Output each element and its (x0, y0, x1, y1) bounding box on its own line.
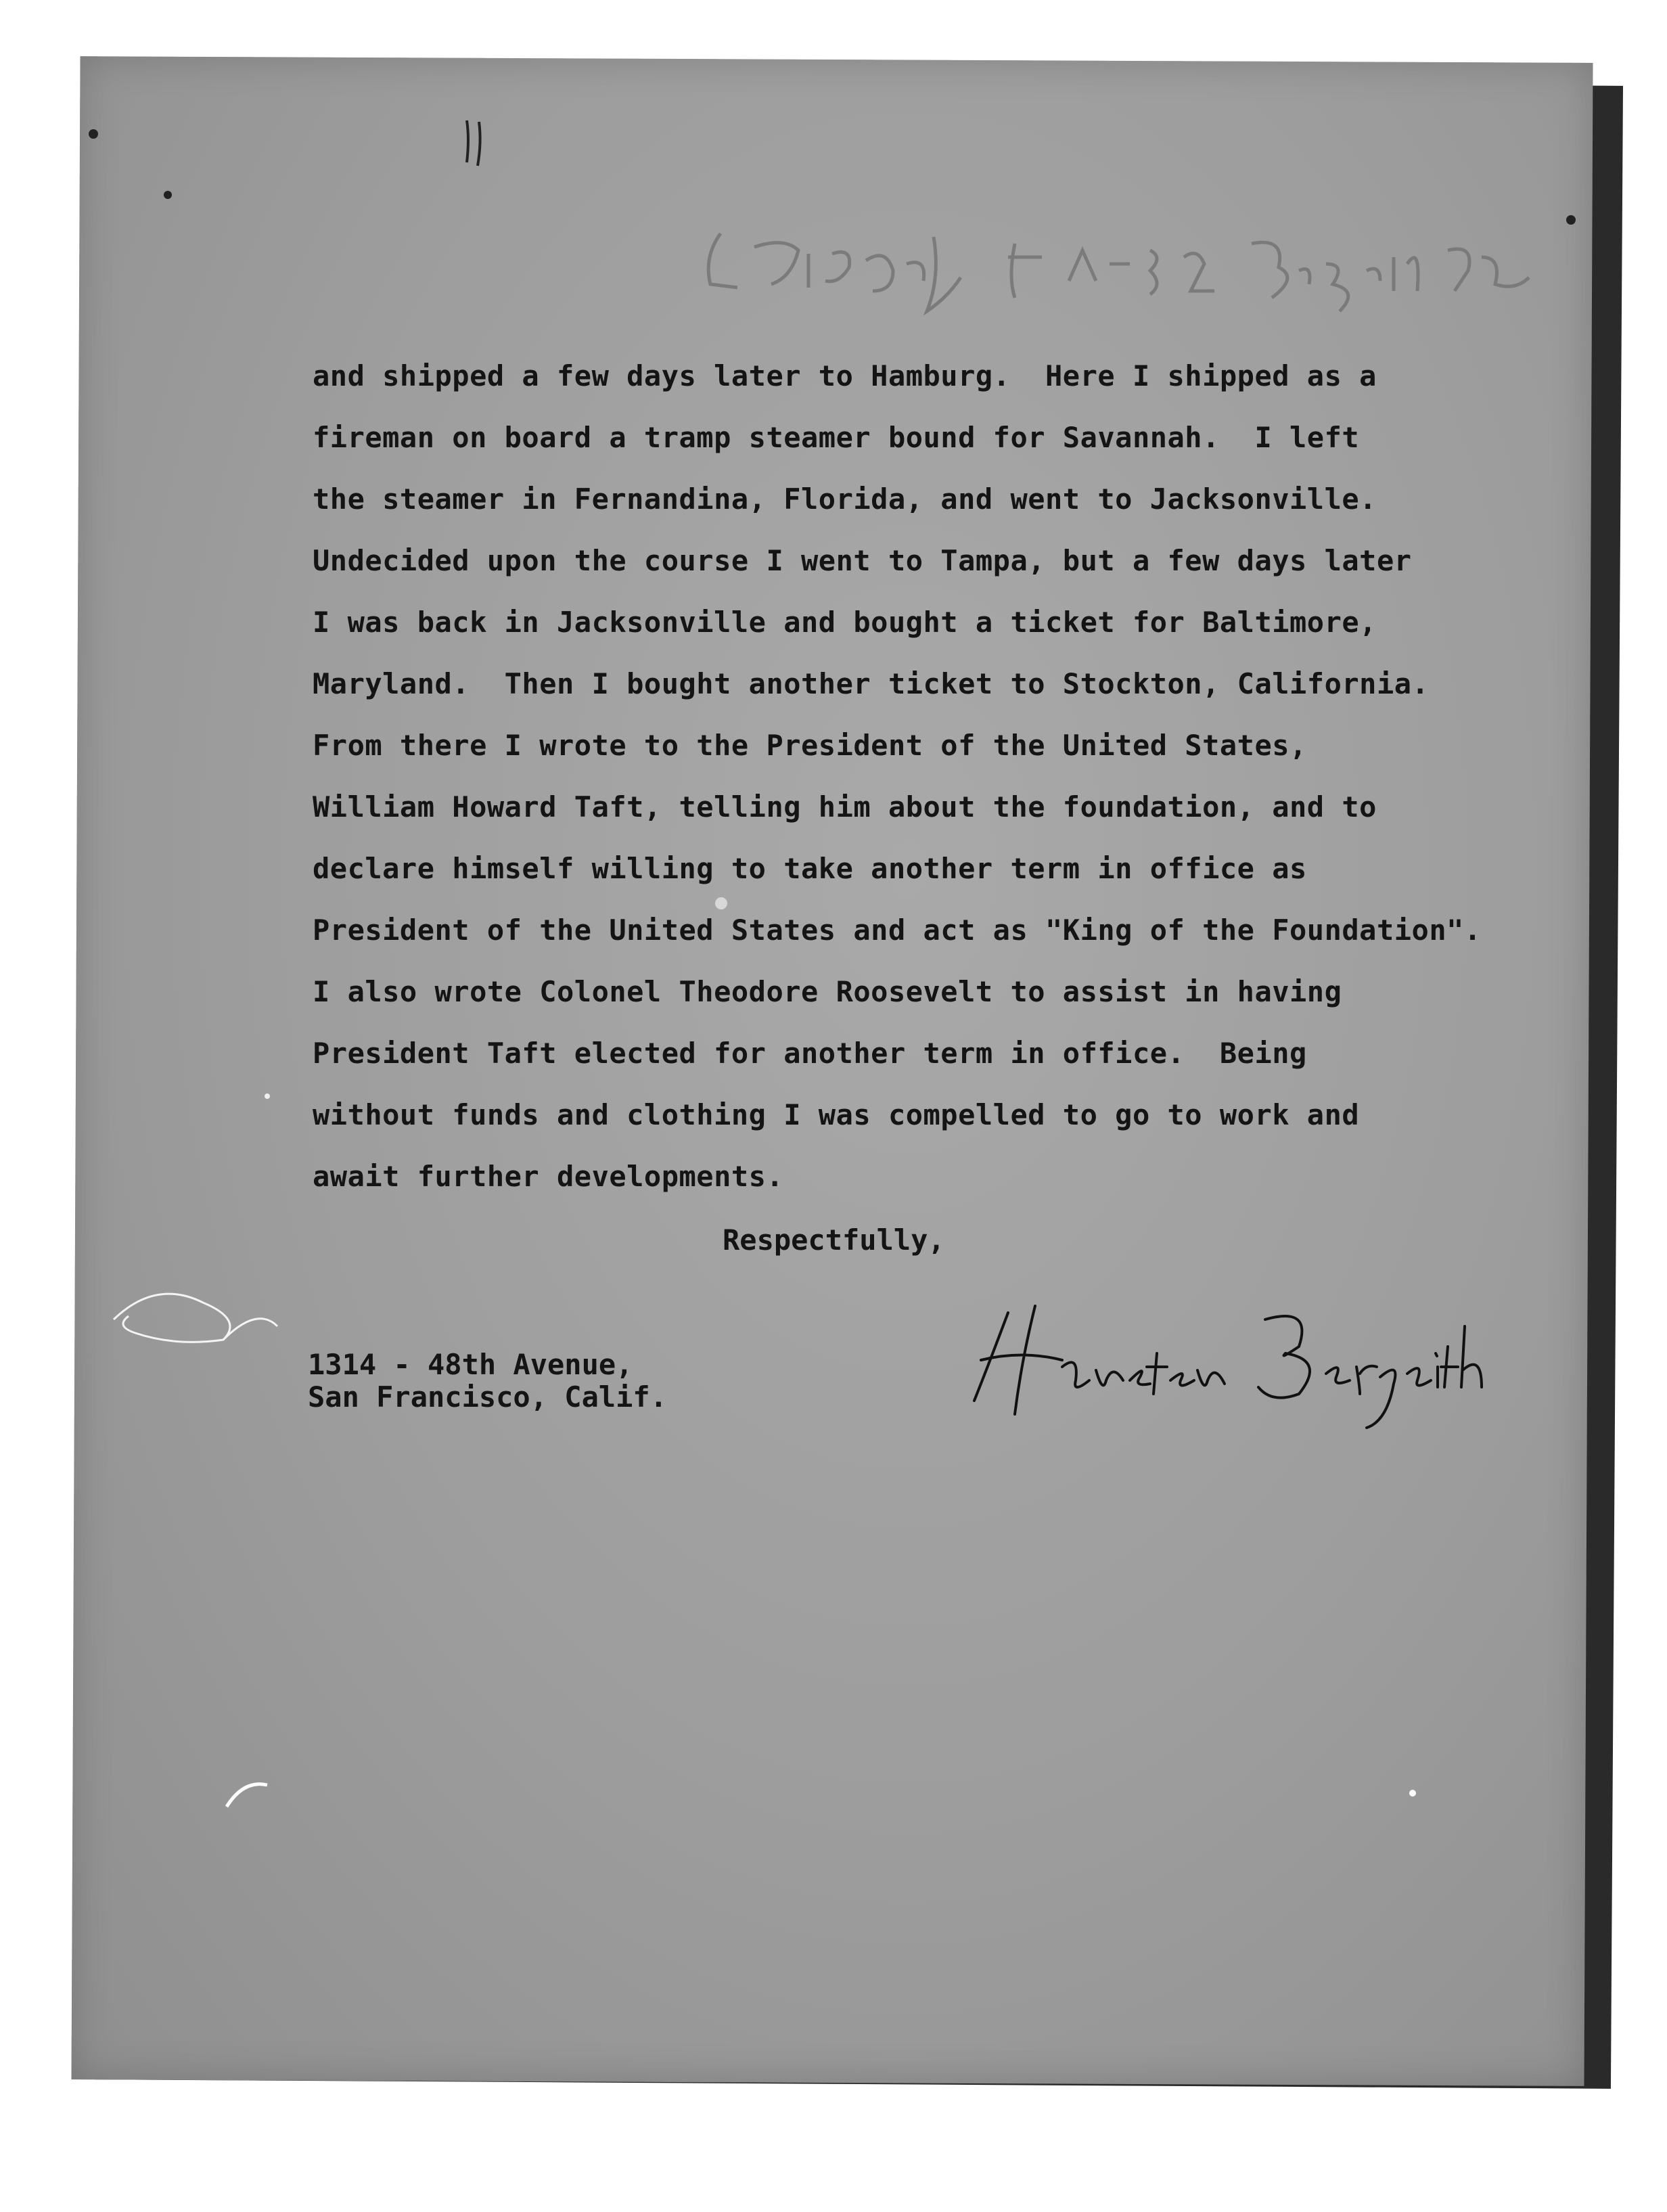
body-line: and shipped a few days later to Hamburg. Here I shipped as a (313, 359, 1377, 392)
address-line: 1314 - 48th Avenue, (308, 1348, 633, 1381)
body-line: Undecided upon the course I went to Tampa, but a few days later (313, 544, 1412, 577)
body-line: William Howard Taft, telling him about the foundation, and to (313, 790, 1377, 823)
body-line: I also wrote Colonel Theodore Roosevelt to assist in having (313, 975, 1342, 1008)
body-line: await further developments. (313, 1160, 784, 1193)
letter-body (313, 345, 1530, 1207)
body-line: I was back in Jacksonville and bought a ticket for Baltimore, (313, 606, 1377, 639)
body-line: President of the United States and act as "King of the Foundation". (313, 913, 1482, 947)
body-line: fireman on board a tramp steamer bound for Savannah. I left (313, 421, 1360, 454)
body-line: Maryland. Then I bought another ticket to Stockton, California. (313, 667, 1430, 700)
body-line: From there I wrote to the President of the United States, (313, 729, 1307, 762)
address-line: San Francisco, Calif. (308, 1380, 668, 1414)
body-line: the steamer in Fernandina, Florida, and went to Jacksonville. (313, 482, 1377, 516)
closing-salutation: Respectfully, (723, 1223, 945, 1257)
signature (961, 1286, 1502, 1435)
body-line: declare himself willing to take another term in office as (313, 852, 1307, 885)
body-line: without funds and clothing I was compelled to go to work and (313, 1098, 1360, 1131)
header-annotation (690, 217, 1536, 325)
sender-address (308, 1349, 667, 1414)
body-line: President Taft elected for another term in office. Being (313, 1037, 1307, 1070)
